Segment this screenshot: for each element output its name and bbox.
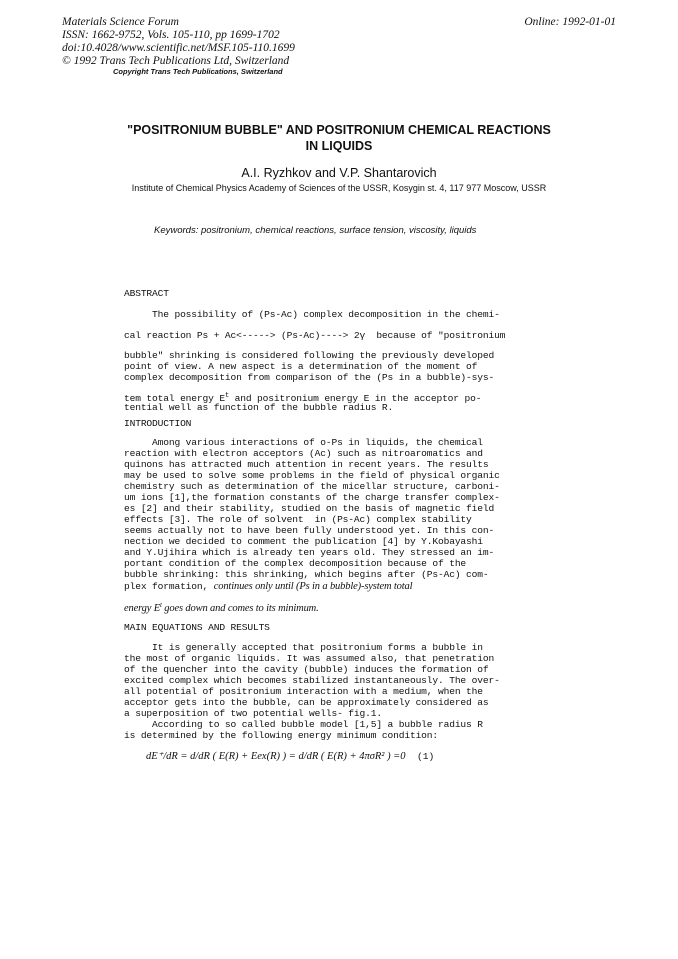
main-body: [124, 642, 594, 741]
intro-italic: energy E: [124, 603, 161, 615]
intro-italic: continues only until (Ps in a bubble)-system total: [213, 581, 413, 592]
body-line: portant condition of the complex decomposition because of the: [124, 558, 467, 569]
body-line: Among various interactions of o-Ps in liquids, the chemical: [124, 437, 483, 448]
doi-line: doi:10.4028/www.scientific.net/MSF.105-110.1699: [62, 42, 295, 54]
body-line: reaction with electron acceptors (Ac) such as nitroaromatics and: [124, 448, 483, 459]
intro-heading: INTRODUCTION: [124, 418, 192, 429]
body-line: acceptor gets into the bubble, can be approximately considered as: [124, 697, 489, 708]
abstract-line: bubble" shrinking is considered following the previously developed: [124, 350, 495, 361]
body-line: um ions [1],the formation constants of the charge transfer complex-: [124, 492, 500, 503]
body-line: effects [3]. The role of solvent in (Ps-Ac) complex stability: [124, 514, 472, 525]
abstract-line: cal reaction Ps + Ac<-----> (Ps-Ac)----> 2γ because of "positronium: [124, 330, 506, 341]
body-line: According to so called bubble model [1,5] a bubble radius R: [124, 719, 483, 730]
issn-line: ISSN: 1662-9752, Vols. 105-110, pp 1699-1702: [62, 29, 280, 41]
equation-text: dE⁺/dR = d/dR ( E(R) + Eex(R) ) = d/dR ( E(R) + 4πσR² ) =0: [146, 751, 406, 762]
paper-title: [60, 122, 618, 154]
body-line: It is generally accepted that positronium forms a bubble in: [124, 642, 483, 653]
main-heading: MAIN EQUATIONS AND RESULTS: [124, 622, 270, 633]
journal-name: Materials Science Forum: [62, 16, 179, 28]
intro-line: [124, 581, 594, 592]
abstract-line: tential well as function of the bubble radius R.: [124, 402, 394, 413]
equation-number: (1): [417, 751, 435, 762]
abstract-heading: ABSTRACT: [124, 288, 169, 299]
authors: A.I. Ryzhkov and V.P. Shantarovich: [241, 166, 437, 180]
abstract-text: tem total energy E: [124, 393, 225, 405]
body-line: nection we decided to comment the publication [4] by Y.Kobayashi: [124, 536, 483, 547]
body-line: bubble shrinking: this shrinking, which begins after (Ps-Ac) com-: [124, 569, 489, 580]
equation-1: [146, 750, 434, 762]
intro-line: [124, 600, 594, 614]
online-date: Online: 1992-01-01: [524, 16, 616, 28]
superscript-t: t: [224, 392, 229, 400]
abstract-line: The possibility of (Ps-Ac) complex decomposition in the chemi-: [124, 309, 500, 320]
intro-text: plex formation,: [124, 581, 214, 592]
title-line-1: "POSITRONIUM BUBBLE" AND POSITRONIUM CHEMICAL REACTIONS: [127, 123, 551, 137]
body-line: is determined by the following energy minimum condition:: [124, 730, 439, 741]
body-line: of the quencher into the cavity (bubble) induces the formation of: [124, 664, 489, 675]
body-line: excited complex which becomes stabilized instantaneously. The over-: [124, 675, 500, 686]
intro-body: [124, 437, 594, 580]
body-line: quinons has attracted much attention in recent years. The results: [124, 459, 489, 470]
body-line: es [2] and their stability, studied on the basis of magnetic field: [124, 503, 495, 514]
abstract-text: and positronium energy E in the acceptor po-: [229, 393, 482, 405]
keywords: Keywords: positronium, chemical reactions, surface tension, viscosity, liquids: [154, 225, 477, 236]
intro-italic: goes down and comes to its minimum.: [161, 603, 319, 615]
body-line: seems actually not to have been fully understood yet. In this con-: [124, 525, 495, 536]
body-line: all potential of positronium interaction with a medium, when the: [124, 686, 483, 697]
copyright-small: Copyright Trans Tech Publications, Switzerland: [113, 67, 283, 76]
superscript-t: t: [160, 601, 162, 609]
body-line: chemistry such as determination of the micellar structure, carboni-: [124, 481, 500, 492]
affiliation: Institute of Chemical Physics Academy of Sciences of the USSR, Kosygin st. 4, 117 977 Moscow, USSR: [131, 183, 547, 193]
body-line: may be used to solve some problems in the field of physical organic: [124, 470, 500, 481]
abstract-line: complex decomposition from comparison of the (Ps in a bubble)-sys-: [124, 372, 495, 383]
body-line: and Y.Ujihira which is already ten years old. They stressed an im-: [124, 547, 495, 558]
title-line-2: IN LIQUIDS: [305, 139, 373, 153]
copyright-line: © 1992 Trans Tech Publications Ltd, Switzerland: [62, 55, 290, 67]
body-line: the most of organic liquids. It was assumed also, that penetration: [124, 653, 495, 664]
abstract-line: point of view. A new aspect is a determination of the moment of: [124, 361, 478, 372]
body-line: a superposition of two potential wells- fig.1.: [124, 708, 382, 719]
journal-header: [62, 16, 295, 68]
